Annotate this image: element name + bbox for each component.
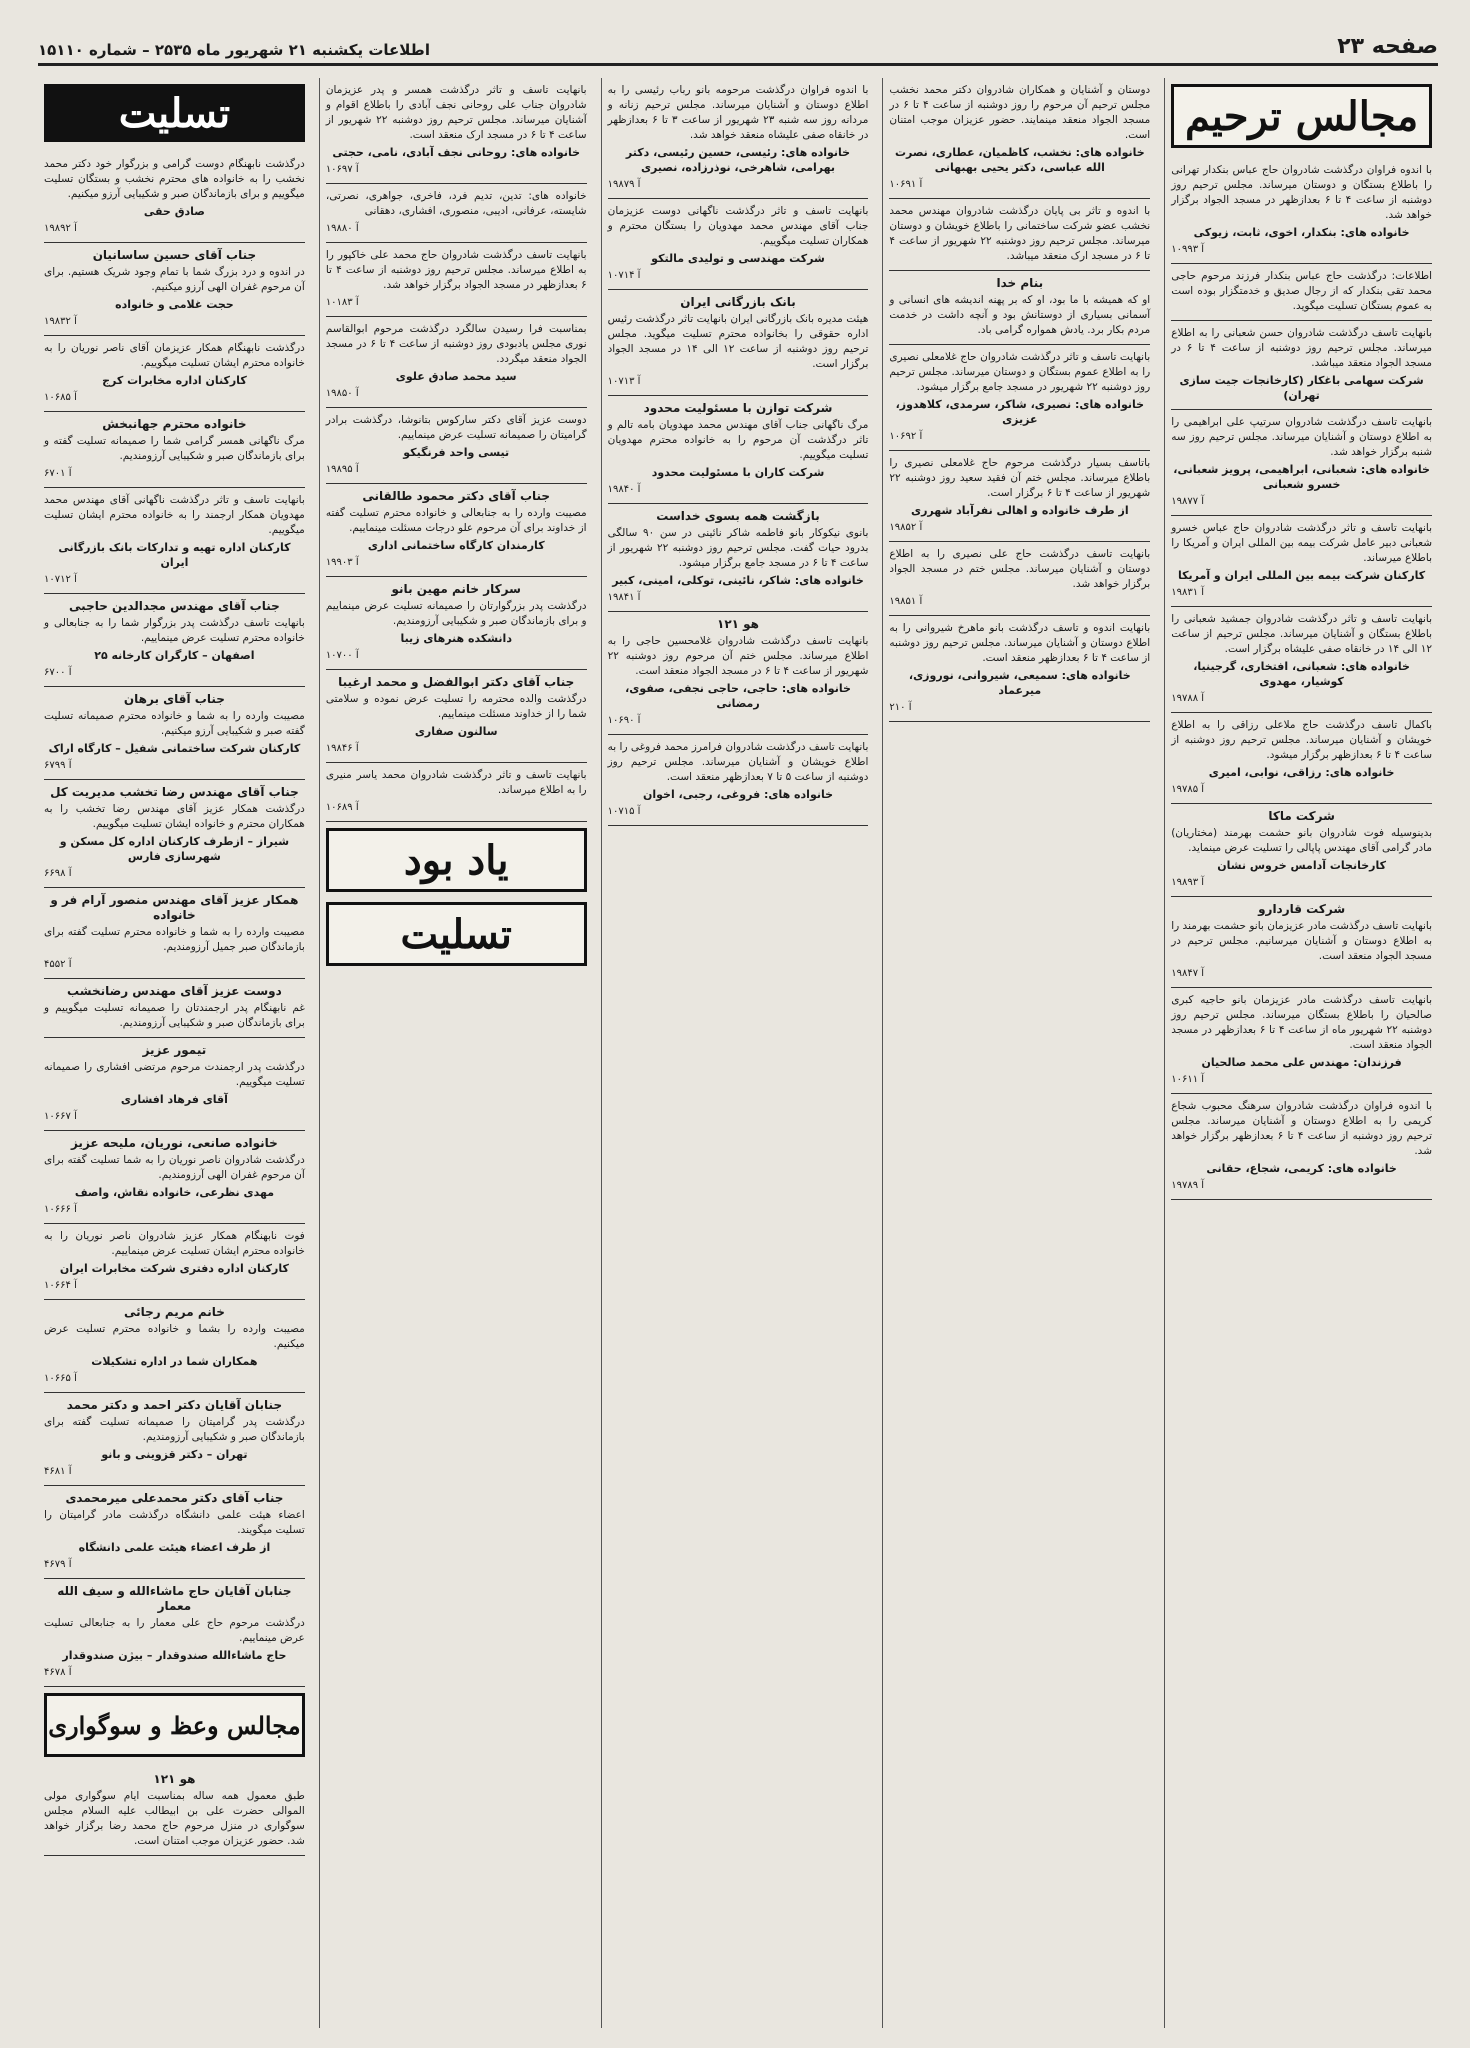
notice-signature: شرکت سهامی باغکار (کارخانجات جیت سازی تهران) — [1179, 374, 1424, 402]
notice-code: ۲۱۰ آ — [889, 702, 912, 713]
obituary-notice — [44, 888, 305, 979]
notice-code: ۱۰۶۶۶ آ — [44, 1204, 77, 1215]
notice-code: ۱۰۶۹۲ آ — [889, 431, 923, 442]
notice-text: درگذشت پدر بزرگوارتان را صمیمانه تسلیت عرض مینماییم و برای بازماندگان صبر و شکیبایی آرزومندیم. — [325, 600, 587, 627]
obituary-notice — [44, 1486, 305, 1579]
obituary-notice — [608, 735, 869, 826]
notice-code: ۱۰۶۸۹ آ — [325, 802, 359, 813]
obituary-notice — [326, 577, 587, 670]
notice-code: ۱۹۸۵۱ آ — [889, 596, 923, 607]
notice-signature: صادق حقی — [143, 205, 205, 218]
notice-signature: دانشکده هنرهای زیبا — [400, 632, 512, 645]
notice-code: ۱۰۷۱۴ آ — [607, 270, 641, 281]
notice-code: ۱۰۶۹۰ آ — [607, 715, 641, 726]
obituary-notice — [889, 451, 1150, 542]
obituary-notice — [44, 152, 305, 243]
notice-title: بنام خدا — [996, 276, 1044, 290]
notice-text: مصیبت وارده را بشما و خانواده محترم تسلیت عرض میکنیم. — [44, 1323, 305, 1350]
obituary-notice — [326, 408, 587, 484]
notice-text: فوت نابهنگام همکار عزیز شادروان ناصر نوریان را به خانواده محترم ایشان تسلیت عرض مینماییم. — [44, 1230, 305, 1257]
notice-code: ۱۹۹۰۳ آ — [325, 557, 359, 568]
obituary-notice — [44, 1300, 305, 1393]
obituary-notice — [889, 199, 1150, 271]
obituary-notice — [44, 1038, 305, 1131]
notice-signature: حجت غلامی و خانواده — [115, 298, 234, 311]
notice-signature: کارخانجات آدامس خروس نشان — [1217, 859, 1387, 872]
notice-text: بانهایت تاسف و تاثر درگذشت ناگهانی دوست عزیزمان جناب آقای مهندس محمد مهدویان را بستگان محترم و همکاران تسلیت میگوییم. — [607, 205, 869, 247]
notice-text: بانهایت تاسف درگذشت پدر بزرگوار شما را به جنابعالی و خانواده محترم تسلیت عرض مینماییم. — [44, 617, 305, 644]
notice-text: بانهایت تاسف درگذشت شادروان غلامحسین حاجی را به اطلاع میرساند. مجلس ختم آن مرحوم روز دوشنبه ۲۲ شهریور از ساعت ۴ تا ۶ در مسجد الجواد منعقد است. — [607, 635, 869, 677]
notice-signature: همکاران شما در اداره تشکیلات — [91, 1355, 258, 1368]
obituary-notice — [326, 317, 587, 408]
notice-text: مرگ ناگهانی جناب آقای مهندس محمد مهدویان بامه تالم و تاثر درگذشت آن مرحوم را به خانواده محترم مهدویان تسلیت میگوییم. — [607, 419, 869, 461]
notice-text: بانوی نیکوکار بانو فاطمه شاکر نائینی در سن ۹۰ سالگی بدرود حیات گفت. مجلس ترحیم روز دوشنبه ۲۲ شهریور از ساعت ۴ تا ۶ در مسجد جامع برگزار میشود. — [607, 527, 869, 569]
notice-code: ۱۹۸۳۲ آ — [44, 316, 77, 327]
vaz-text: طبق معمول همه ساله بمناسبت ایام سوگواری مولی الموالی حضرت علی بن ابیطالب علیه السلام مجلس سوگواری در منزل مرحوم حاج محمد رضا برگزار خواهد شد. حضور عزیزان موجب امتنان است. — [44, 1790, 305, 1847]
notice-code: ۱۰۶۶۵ آ — [44, 1373, 77, 1384]
notice-code: ۱۰۷۱۳ آ — [607, 376, 641, 387]
notice-text: مصیبت وارده را به جنابعالی و خانواده محترم تسلیت گفته از خداوند برای آن مرحوم علو درجات مسئلت مینماییم. — [325, 507, 587, 534]
notice-signature: مهدی نظرعی، خانواده نقاش، واصف — [74, 1186, 275, 1199]
notice-text: او که همیشه با ما بود، او که بر پهنه اندیشه های انسانی و آسمانی بسیاری از دوستانش بود و آنچه داشت در خدمت مردم بکار برد. یادش همواره گرامی باد. — [889, 294, 1151, 336]
notice-title: جناب آقای برهان — [123, 692, 225, 706]
notice-title: بانک بازرگانی ایران — [680, 295, 796, 309]
notice-signature: سالنون صفاری — [414, 725, 498, 738]
obituary-notice — [889, 78, 1150, 199]
notice-code: ۱۹۸۳۱ آ — [1171, 587, 1205, 598]
notice-text: با اندوه فراوان درگذشت شادروان حاج عباس بنکدار تهرانی را باطلاع بستگان و دوستان میرساند. مجلس ترحیم روز دوشنبه از ساعت ۴ تا ۶ بعدازظهر در مسجد الجواد برگزار خواهد شد. — [1171, 164, 1432, 221]
notice-text: بانهایت تاسف درگذشت شادروان سرتیپ علی ابراهیمی را به اطلاع دوستان و آشنایان میرساند. مجلس ترحیم روز سه شنبه برگزار خواهد شد. — [1171, 416, 1432, 458]
column-3-notices — [608, 78, 869, 826]
obituary-notice — [1171, 1094, 1432, 1200]
notice-text: بانهایت تاسف درگذشت مادر عزیزمان بانو حشمت بهرمند را به اطلاع دوستان و آشنایان میرسانیم. مجلس ترحیم در مسجد الجواد منعقد است. — [1171, 920, 1432, 962]
notice-signature: فرزندان: مهندس علی محمد صالحیان — [1201, 1056, 1402, 1069]
notice-text: بانهایت تاسف و تاثر درگذشت همسر و پدر عزیزمان شادروان جناب علی روحانی نجف آبادی را باطلاع اقوام و آشنایان میرساند. مجلس ترحیم روز دوشنبه ۲۲ شهریور از ساعت ۴ تا ۶ در مسجد ارک منعقد است. — [325, 84, 587, 141]
column-1-notices — [1171, 158, 1432, 1200]
notice-code: ۱۹۸۴۷ آ — [1171, 968, 1205, 979]
notice-code: ۴۶۸۱ آ — [44, 1466, 72, 1477]
notice-code: ۱۰۶۶۷ آ — [44, 1111, 77, 1122]
notice-code: ۱۹۸۸۰ آ — [325, 223, 359, 234]
notice-title: هو ۱۲۱ — [717, 617, 760, 631]
notice-text: بانهایت تاسف درگذشت حاج علی نصیری را به اطلاع دوستان و آشنایان میرساند. مجلس ختم در مسجد الجواد برگزار خواهد شد. — [889, 548, 1151, 590]
notice-signature: خانواده های: شاکر، نائینی، توکلی، امینی، کبیر — [612, 574, 864, 587]
notice-code: ۱۰۶۹۷ آ — [325, 164, 359, 175]
column-5 — [38, 78, 311, 2028]
masthead — [38, 28, 1438, 66]
banner-vaz: مجالس وعظ و سوگواری — [44, 1693, 305, 1757]
column-5-notices — [44, 152, 305, 1687]
notice-signature: تیسی واحد فرنگیکو — [403, 446, 510, 459]
notice-code: ۴۶۷۸ آ — [44, 1667, 72, 1678]
column-2-notices — [889, 78, 1150, 722]
notice-text: بانهایت اندوه و تاسف درگذشت بانو ماهرخ شیروانی را به اطلاع دوستان و آشنایان میرساند. مجلس ترحیم روز دوشنبه از ساعت ۴ تا ۶ بعدازظهر منعقد است. — [889, 622, 1151, 664]
obituary-notice — [44, 412, 305, 488]
notice-title: جناب آقای دکتر محمود طالقانی — [362, 489, 551, 503]
obituary-notice — [1171, 158, 1432, 264]
notice-code: ۱۹۸۵۰ آ — [325, 388, 359, 399]
obituary-notice — [1171, 516, 1432, 607]
notice-code: ۱۹۸۹۵ آ — [325, 464, 359, 475]
notice-text: غم نابهنگام پدر ارجمندتان را صمیمانه تسلیت میگوییم و برای بازماندگان صبر و شکیبایی آرزومندیم. — [44, 1002, 305, 1029]
obituary-notice — [44, 687, 305, 780]
obituary-notice — [1171, 804, 1432, 897]
column-4 — [319, 78, 593, 2028]
obituary-notice — [889, 345, 1150, 451]
notice-code: ۱۹۸۹۲ آ — [44, 223, 77, 234]
obituary-notice — [326, 184, 587, 243]
notice-text: اطلاعات: درگذشت حاج عباس بنکدار فرزند مرحوم حاجی محمد تقی بنکدار که از رجال صدیق و خدمتگزار بوده است به عموم بستگان تسلیت میگوید. — [1171, 270, 1432, 312]
column-1 — [1164, 78, 1438, 2028]
notice-signature: خانواده های: کریمی، شجاع، حقانی — [1206, 1162, 1397, 1175]
notice-title: شرکت ماکا — [1268, 809, 1335, 823]
notice-code: ۱۰۹۹۳ آ — [1171, 244, 1205, 255]
notice-text: دوست عزیز آقای دکتر سارکوس بتانوشا، درگذشت برادر گرامیتان را صمیمانه تسلیت عرض مینماییم. — [325, 414, 587, 441]
notice-signature: خانواده های: رزاقی، نوابی، امیری — [1208, 766, 1395, 779]
notice-title: جناب آقای حسین ساسانیان — [92, 248, 257, 262]
notice-title: جنابان آقایان حاج ماشاءالله و سیف الله معمار — [57, 1584, 292, 1613]
notice-text: بانهایت تاسف و تاثر درگذشت شادروان جمشید شعبانی را باطلاع بستگان و آشنایان میرساند. مجلس ترحیم از ساعت ۱۲ الی ۱۴ در خانقاه صفی علیشاه برگزار است. — [1171, 613, 1432, 655]
notice-text: باتاسف بسیار درگذشت مرحوم حاج غلامعلی نصیری را باطلاع میرساند. مجلس ختم آن فقید سعید روز دوشنبه ۲۲ شهریور از ساعت ۴ تا ۶ برگزار است. — [889, 457, 1151, 499]
obituary-notice — [889, 616, 1150, 722]
notice-signature: شرکت کاران با مسئولیت محدود — [651, 466, 825, 479]
notice-text: با اندوه فراوان درگذشت مرحومه بانو رباب رئیسی را به اطلاع دوستان و آشنایان میرساند. مجلس ترحیم زنانه و مردانه روز سه شنبه ۲۳ شهریور از ساعت ۳ تا ۶ بعدازظهر در خانقاه صفی علیشاه منعقد خواهد شد. — [607, 84, 869, 141]
obituary-notice — [889, 542, 1150, 616]
notice-code: ۱۹۸۹۳ آ — [1171, 877, 1205, 888]
notice-code: ۱۰۷۱۲ آ — [44, 574, 77, 585]
notice-signature: خانواده های: نصیری، شاکر، سرمدی، کلاهدوز، عزیزی — [895, 398, 1145, 426]
obituary-notice — [326, 484, 587, 577]
obituary-notice — [608, 504, 869, 612]
notice-code: ۶۷۰۱ آ — [44, 468, 72, 479]
notice-signature: خانواده های: نخشب، کاظمیان، عطاری، نصرت الله عباسی، دکتر یحیی بهبهانی — [894, 146, 1145, 174]
notice-code: ۱۹۸۷۹ آ — [607, 179, 641, 190]
banner-taslit-top: تسلیت — [44, 84, 305, 142]
notice-code: ۴۵۵۲ آ — [44, 959, 72, 970]
obituary-notice — [44, 1224, 305, 1300]
notice-title: جناب آقای مهندس رضا تخشب مدیریت کل — [50, 785, 299, 799]
notice-title: جناب آقای دکتر ابوالفضل و محمد ارغیبا — [338, 675, 575, 689]
obituary-notice — [1171, 988, 1432, 1094]
notice-title: جناب آقای مهندس مجدالدین حاجبی — [69, 599, 280, 613]
column-3 — [601, 78, 875, 2028]
obituary-notice — [1171, 713, 1432, 804]
notice-signature: خانواده های: روحانی نجف آبادی، نامی، حجتی — [332, 146, 581, 159]
notice-code: ۱۹۷۸۵ آ — [1171, 784, 1205, 795]
notice-signature: آقای فرهاد افشاری — [120, 1093, 228, 1106]
notice-code: ۱۰۶۸۵ آ — [44, 392, 77, 403]
notice-code: ۱۹۸۵۲ آ — [889, 522, 923, 533]
notice-signature: کارمندان کارگاه ساختمانی اداری — [367, 539, 545, 552]
obituary-notice — [326, 670, 587, 763]
obituary-notice — [44, 780, 305, 888]
obituary-notice — [1171, 410, 1432, 516]
notice-title: شرکت قاردارو — [1258, 902, 1346, 916]
notice-signature: کارکنان شرکت ساختمانی شفیل – کارگاه اراک — [48, 742, 301, 755]
notice-code: ۶۷۹۹ آ — [44, 760, 72, 771]
notice-text: بانهایت تاسف و تاثر درگذشت شادروان حاج عباس خسرو شعبانی دبیر عامل شرکت بیمه بین المللی ایران و آمریکا را باطلاع میرساند. — [1171, 522, 1432, 564]
notice-text: مرگ ناگهانی همسر گرامی شما را صمیمانه تسلیت گفته و برای بازماندگان صبر و شکیبایی آرزومندیم. — [44, 435, 305, 462]
notice-signature: کارکنان اداره تهیه و تدارکات بانک بازرگانی ایران — [58, 541, 291, 569]
notice-signature: شرکت مهندسی و تولیدی مالتکو — [651, 252, 825, 265]
notice-code: ۱۹۸۴۶ آ — [325, 743, 359, 754]
notice-title: همکار عزیز آقای مهندس منصور آرام فر و خانواده — [50, 893, 299, 922]
notice-code: ۱۹۸۴۰ آ — [607, 484, 641, 495]
page-label: صفحه ۲۳ — [1337, 34, 1438, 59]
notice-text: دوستان و آشنایان و همکاران شادروان دکتر محمد نخشب مجلس ترحیم آن مرحوم را روز دوشنبه از ساعت ۴ تا ۶ در مسجد الجواد منعقد مینمایند. حضور عزیزان موجب امتنان است. — [889, 84, 1151, 141]
notice-text: درگذشت پدر ارجمندت مرحوم مرتضی افشاری را صمیمانه تسلیت میگوییم. — [44, 1061, 305, 1088]
obituary-notice — [1171, 897, 1432, 988]
obituary-notice — [1171, 321, 1432, 410]
notice-text: درگذشت نابهنگام همکار عزیزمان آقای ناصر نوریان را به خانواده محترم ایشان تسلیت میگوییم. — [44, 342, 305, 369]
notice-text: هیئت مدیره بانک بازرگانی ایران بانهایت تاثر درگذشت رئیس اداره حقوقی را بخانواده محترم تسلیت میگوید. مجلس ترحیم روز دوشنبه از ساعت ۱۲ الی ۱۴ در مسجد الجواد برگزار است. — [607, 313, 869, 370]
notice-code: ۴۶۷۹ آ — [44, 1559, 72, 1570]
banner-taslit-mid: تسلیت — [326, 902, 587, 966]
notice-text: بمناسبت فرا رسیدن سالگرد درگذشت مرحوم ابوالقاسم نوری مجلس یادبودی روز دوشنبه از ساعت ۴ تا ۶ در مسجد الجواد منعقد میگردد. — [325, 323, 587, 365]
notice-code: ۱۰۱۸۳ آ — [325, 297, 359, 308]
notice-text: بدینوسیله فوت شادروان بانو حشمت بهرمند (مختاریان) مادر گرامی آقای مهندس پاپالی را تسلیت عرض مینماید. — [1171, 827, 1432, 854]
obituary-notice — [1171, 264, 1432, 321]
notice-text: با اندوه فراوان درگذشت شادروان سرهنگ محبوب شجاع کریمی را به اطلاع دوستان و آشنایان میرساند. مجلس ترحیم روز دوشنبه از ساعت ۴ تا ۶ بعدازظهر برگزار خواهد شد. — [1171, 1100, 1432, 1157]
obituary-notice — [608, 78, 869, 199]
obituary-notice — [608, 199, 869, 290]
notice-text: درگذشت مرحوم حاج علی معمار را به جنابعالی تسلیت عرض مینماییم. — [44, 1617, 305, 1644]
vaz-title: هو ۱۲۱ — [153, 1772, 196, 1786]
obituary-notice — [44, 594, 305, 687]
notice-signature: از طرف خانواده و اهالی نفرآباد شهرری — [911, 504, 1129, 517]
notice-code: ۱۹۷۸۹ آ — [1171, 1180, 1205, 1191]
notice-text: اعضاء هیئت علمی دانشگاه درگذشت مادر گرامیتان را تسلیت میگویند. — [44, 1509, 305, 1536]
notice-text: درگذشت شادروان ناصر نوریان را به شما تسلیت گفته برای آن مرحوم غفران الهی آرزومندیم. — [44, 1154, 305, 1181]
obituary-notice — [44, 1393, 305, 1486]
notice-text: بانهایت تاسف و تاثر درگذشت ناگهانی آقای مهندس محمد مهدویان همکار ارجمند را به خانواده محترم ایشان تسلیت میگوییم. — [44, 494, 305, 536]
notice-signature: کارکنان اداره مخابرات کرج — [102, 374, 247, 387]
notice-code: ۱۰۶۱۱ آ — [1171, 1074, 1205, 1085]
notice-text: باکمال تاسف درگذشت حاج ملاعلی رزاقی را به اطلاع خویشان و آشنایان میرساند. مجلس ترحیم روز دوشنبه از ساعت ۴ تا ۶ بعدازظهر برگزار میشود. — [1171, 719, 1432, 761]
notice-text: درگذشت والده محترمه را تسلیت عرض نموده و سلامتی شما را از خداوند مسئلت مینماییم. — [325, 693, 587, 720]
columns — [38, 78, 1438, 2028]
notice-text: با اندوه و تاثر بی پایان درگذشت شادروان مهندس محمد نخشب عضو شرکت ساختمانی را باطلاع خویشان و دوستان میرساند. مجلس ترحیم روز دوشنبه ۲۲ شهریور از ساعت ۴ تا ۶ در مسجد ارک منعقد میباشد. — [889, 205, 1151, 262]
notice-code: ۱۹۷۸۸ آ — [1171, 693, 1205, 704]
notice-signature: شیراز – ازطرف کارکنان اداره کل مسکن و شهرسازی فارس — [59, 835, 290, 863]
notice-signature: از طرف اعضاء هیئت علمی دانشگاه — [78, 1541, 271, 1554]
obituary-notice — [608, 290, 869, 396]
notice-signature: تهران – دکتر قزوینی و بانو — [101, 1448, 248, 1461]
obituary-notice — [326, 243, 587, 317]
notice-text: بانهایت تاسف و تاثر درگذشت شادروان محمد یاسر منیری را به اطلاع میرساند. — [325, 769, 587, 796]
obituary-notice — [608, 612, 869, 735]
notice-signature: حاج ماشاءالله صندوقدار – بیژن صندوقدار — [62, 1649, 287, 1662]
notice-text: بانهایت تاسف درگذشت مادر عزیزمان بانو حاجیه کبری صالحیان را باطلاع بستگان میرساند. مجلس ترحیم روز دوشنبه ۲۲ شهریور ماه از ساعت ۴ تا ۶ بعدازظهر در مسجد الجواد منعقد است. — [1171, 994, 1433, 1051]
notice-signature: خانواده های: فروغی، رجبی، اخوان — [642, 788, 834, 801]
notice-code: ۱۰۷۱۵ آ — [607, 806, 641, 817]
obituary-notice — [44, 979, 305, 1038]
notice-signature: خانواده های: شعبانی، ابراهیمی، پرویز شعبانی، خسرو شعبانی — [1173, 463, 1430, 491]
notice-text: خانواده های: تدین، تدیم فرد، فاخری، جواهری، نصرتی، شایسته، عرفانی، ادیبی، منصوری، افشاری، دهقانی — [325, 190, 587, 217]
obituary-notice — [1171, 607, 1432, 713]
notice-signature: خانواده های: سمیعی، شیروانی، نوروزی، میرعماد — [908, 669, 1131, 697]
notice-title: تیمور عزیز — [142, 1043, 207, 1057]
obituary-notice — [326, 78, 587, 184]
notice-code: ۱۹۸۷۷ آ — [1171, 496, 1205, 507]
obituary-notice — [889, 271, 1150, 345]
notice-signature: خانواده های: رئیسی، حسین رئیسی، دکتر بهرامی، شاهرخی، نوذرزاده، نصیری — [625, 146, 851, 174]
notice-signature: اصفهان – کارگران کارخانه ۲۵ — [94, 649, 255, 662]
notice-title: دوست عزیز آقای مهندس رضانخشب — [67, 984, 282, 998]
notice-signature: خانواده های: حاجی، حاجی نجفی، صفوی، رمضانی — [625, 682, 851, 710]
notice-title: جنابان آقایان دکتر احمد و دکتر محمد — [66, 1398, 283, 1412]
obituary-notice — [326, 763, 587, 822]
notice-code: ۱۹۸۴۱ آ — [607, 592, 641, 603]
obituary-notice — [44, 336, 305, 412]
obituary-notice — [608, 396, 869, 504]
notice-title: بازگشت همه بسوی خداست — [656, 509, 820, 523]
notice-title: سرکار خانم مهین بانو — [391, 582, 521, 596]
obituary-notice — [44, 488, 305, 594]
notice-code: ۶۶۹۸ آ — [44, 868, 72, 879]
notice-code: ۱۰۷۰۰ آ — [325, 650, 359, 661]
column-2 — [882, 78, 1156, 2028]
notice-text: بانهایت تاسف درگذشت شادروان حسن شعبانی را به اطلاع میرساند. مجلس ترحیم روز دوشنبه از ساعت ۴ تا ۶ در مسجد الجواد منعقد میباشد. — [1171, 327, 1432, 369]
notice-signature: خانواده های: شعبانی، افتخاری، گرجینیا، کوشیار، مهدوی — [1193, 660, 1410, 688]
notice-title: خانواده صانعی، نوریان، ملیحه عزیز — [70, 1136, 278, 1150]
notice-text: مصیبت وارده را به شما و خانواده محترم صمیمانه تسلیت گفته صبر و شکیبایی آرزو میکنیم. — [44, 710, 305, 737]
notice-signature: خانواده های: بنکدار، اخوی، ثابت، زیوکی — [1193, 226, 1410, 239]
notice-signature: سید محمد صادق علوی — [395, 370, 517, 383]
column-4-notices — [326, 78, 587, 822]
issue-line: اطلاعات یکشنبه ۲۱ شهریور ماه ۲۵۳۵ – شماره ۱۵۱۱۰ — [38, 41, 430, 59]
notice-text: در اندوه و درد بزرگ شما با تمام وجود شریک هستیم. برای آن مرحوم غفران الهی آرزو میکنیم. — [44, 266, 305, 293]
banner-majales: مجالس ترحیم — [1171, 84, 1432, 148]
notice-code: ۶۷۰۰ آ — [44, 667, 72, 678]
notice-title: خانواده محترم جهانبخش — [102, 417, 247, 431]
notice-text: بانهایت تاسف درگذشت شادروان حاج محمد علی خاکپور را به اطلاع میرساند. مجلس ترحیم روز دوشنبه از ساعت ۴ تا ۶ بعدازظهر در مسجد الجواد برگزار خواهد شد. — [325, 249, 587, 291]
notice-signature: کارکنان اداره دفتری شرکت مخابرات ایران — [59, 1262, 289, 1275]
notice-text: درگذشت نابهنگام دوست گرامی و بزرگوار خود دکتر محمد نخشب را به خانواده های محترم نخشب و بستگان تسلیت میگوییم و برای بازماندگان صبر و شکیبایی آرزو میکنیم. — [44, 158, 305, 200]
banner-yadbud: یاد بود — [326, 828, 587, 892]
notice-title: خانم مریم رجائی — [123, 1305, 225, 1319]
obituary-notice — [44, 1579, 305, 1687]
notice-text: بانهایت تاسف درگذشت شادروان فرامرز محمد فروغی را به اطلاع خویشان و آشنایان میرساند. مجلس ترحیم روز دوشنبه از ساعت ۵ تا ۷ بعدازظهر منعقد است. — [607, 741, 869, 783]
notice-signature: کارکنان شرکت بیمه بین المللی ایران و آمریکا — [1178, 569, 1426, 582]
obituary-notice — [44, 243, 305, 336]
obituary-notice — [44, 1131, 305, 1224]
notice-code: ۱۰۶۶۴ آ — [44, 1280, 77, 1291]
notice-text: بانهایت تاسف و تاثر درگذشت شادروان حاج غلامعلی نصیری را به اطلاع عموم بستگان و دوستان میرساند. مجلس ترحیم روز دوشنبه ۲۲ شهریور در مسجد جامع برگزار میشود. — [889, 351, 1151, 393]
notice-text: درگذشت همکار عزیز آقای مهندس رضا تخشب را به همکاران محترم و خانواده ایشان تسلیت میگوییم. — [44, 803, 305, 830]
vaz-notice — [44, 1767, 305, 1856]
notice-text: درگذشت پدر گرامیتان را صمیمانه تسلیت گفته برای بازماندگان صبر و شکیبایی آرزومندیم. — [44, 1416, 305, 1443]
notice-text: مصیبت وارده را به شما و خانواده محترم تسلیت گفته برای بازماندگان صبر جمیل آرزومندیم. — [44, 926, 305, 953]
notice-title: شرکت توازن با مسئولیت محدود — [643, 401, 833, 415]
notice-code: ۱۰۶۹۱ آ — [889, 179, 923, 190]
notice-title: جناب آقای دکتر محمدعلی میرمحمدی — [65, 1491, 284, 1505]
